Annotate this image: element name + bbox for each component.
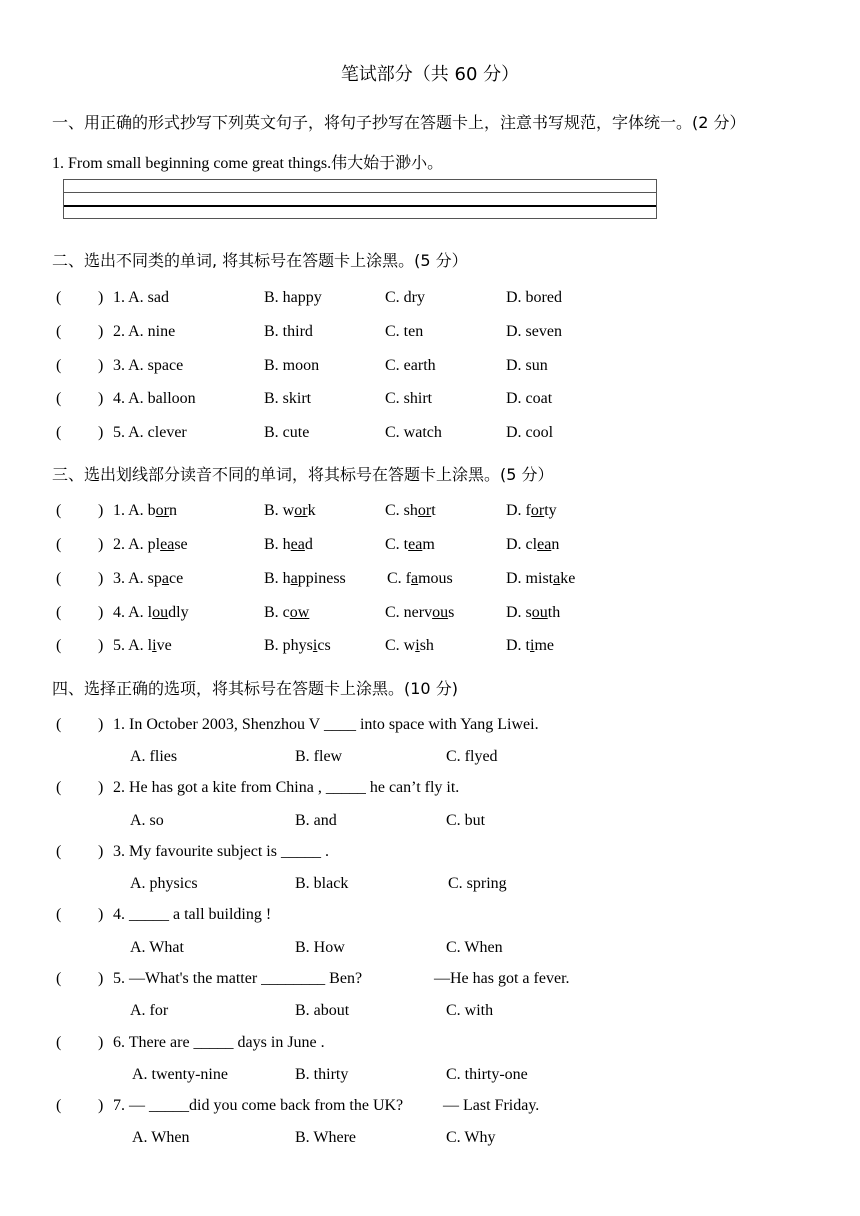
writing-line-2 <box>64 205 656 207</box>
underlined-sound: i <box>530 637 535 654</box>
answer-paren-close: ) <box>98 323 104 340</box>
underlined-sound: a <box>161 570 170 587</box>
option-d: D. mistake <box>506 570 576 587</box>
underlined-sound: or <box>530 502 545 519</box>
answer-paren-open: ( <box>56 906 62 923</box>
option-b: B. thirty <box>295 1066 349 1083</box>
answer-paren-open: ( <box>56 843 62 860</box>
section3-heading: 三、选出划线部分读音不同的单词，将其标号在答题卡上涂黑。(5 分） <box>52 465 554 484</box>
answer-paren-open: ( <box>56 323 62 340</box>
underlined-sound: i <box>415 637 420 654</box>
answer-paren-close: ) <box>98 906 104 923</box>
answer-paren-open: ( <box>56 357 62 374</box>
answer-paren-open: ( <box>56 390 62 407</box>
answer-paren-close: ) <box>98 843 104 860</box>
option-b: B. skirt <box>264 390 312 407</box>
option-c: C. flyed <box>446 748 498 765</box>
underlined-sound: ea <box>537 536 552 553</box>
option-c: C. with <box>446 1002 494 1019</box>
option-b: B. physics <box>264 637 331 654</box>
answer-paren-open: ( <box>56 536 62 553</box>
answer-paren-open: ( <box>56 502 62 519</box>
underlined-sound: a <box>411 570 419 587</box>
option-b: B. How <box>295 939 345 956</box>
underlined-sound: ea <box>160 536 175 553</box>
option-d: D. sun <box>506 357 548 374</box>
answer-paren-open: ( <box>56 970 62 987</box>
option-c: C. dry <box>385 289 425 306</box>
answer-paren-close: ) <box>98 570 104 587</box>
answer-paren-close: ) <box>98 357 104 374</box>
answer-paren-close: ) <box>98 637 104 654</box>
option-a: 4. A. loudly <box>113 604 189 621</box>
answer-paren-close: ) <box>98 289 104 306</box>
answer-paren-open: ( <box>56 424 62 441</box>
option-c: C. shirt <box>385 390 433 407</box>
option-b: B. cute <box>264 424 310 441</box>
option-c: C. earth <box>385 357 436 374</box>
option-a: 5. A. clever <box>113 424 187 441</box>
underlined-sound: ow <box>289 604 310 621</box>
option-b: B. cow <box>264 604 310 621</box>
underlined-sound: a <box>290 570 298 587</box>
section2-heading: 二、选出不同类的单词, 将其标号在答题卡上涂黑。(5 分） <box>52 251 468 270</box>
option-b: B. about <box>295 1002 350 1019</box>
option-b: B. and <box>295 812 337 829</box>
option-b: B. Where <box>295 1129 357 1146</box>
option-c: C. nervous <box>385 604 455 621</box>
option-c: C. ten <box>385 323 424 340</box>
question-response: —He has got a fever. <box>434 970 570 987</box>
option-a: A. physics <box>130 875 198 892</box>
underlined-sound: i <box>312 637 318 654</box>
option-a: 1. A. sad <box>113 289 169 306</box>
answer-paren-close: ) <box>98 536 104 553</box>
option-a: 2. A. please <box>113 536 188 553</box>
option-c: C. short <box>385 502 436 519</box>
option-a: A. flies <box>130 748 178 765</box>
question-text: 4. _____ a tall building ! <box>113 906 272 923</box>
answer-paren-close: ) <box>98 604 104 621</box>
answer-paren-close: ) <box>98 390 104 407</box>
copy-sentence: 1. From small beginning come great things.伟大始于渺小。 <box>52 155 444 172</box>
underlined-sound: a <box>553 570 561 587</box>
option-b: B. happiness <box>264 570 346 587</box>
option-a: 2. A. nine <box>113 323 176 340</box>
option-b: B. happy <box>264 289 322 306</box>
question-text: 6. There are _____ days in June . <box>113 1034 325 1051</box>
underlined-sound: or <box>417 502 432 519</box>
option-a: A. so <box>130 812 164 829</box>
answer-paren-open: ( <box>56 1034 62 1051</box>
option-b: B. third <box>264 323 313 340</box>
option-c: C. When <box>446 939 503 956</box>
section4-heading: 四、选择正确的选项，将其标号在答题卡上涂黑。(10 分) <box>52 679 458 698</box>
writing-lines <box>63 179 657 219</box>
underlined-sound: ou <box>531 604 548 621</box>
answer-paren-open: ( <box>56 779 62 796</box>
option-a: 4. A. balloon <box>113 390 196 407</box>
option-c: C. famous <box>387 570 453 587</box>
underlined-sound: ou <box>432 604 449 621</box>
option-d: D. seven <box>506 323 562 340</box>
underlined-sound: ou <box>152 604 169 621</box>
option-b: B. head <box>264 536 313 553</box>
answer-paren-open: ( <box>56 570 62 587</box>
writing-line-1 <box>64 192 656 193</box>
option-a: 1. A. born <box>113 502 177 519</box>
option-c: C. thirty-one <box>446 1066 528 1083</box>
option-c: C. wish <box>385 637 434 654</box>
option-d: D. forty <box>506 502 557 519</box>
underlined-sound: i <box>152 637 157 654</box>
option-d: D. bored <box>506 289 562 306</box>
answer-paren-open: ( <box>56 604 62 621</box>
option-c: C. spring <box>448 875 507 892</box>
underlined-sound: ea <box>290 536 305 553</box>
question-response: — Last Friday. <box>443 1097 540 1114</box>
option-a: A. twenty-nine <box>132 1066 228 1083</box>
option-b: B. black <box>295 875 349 892</box>
underlined-sound: ea <box>408 536 423 553</box>
option-d: D. clean <box>506 536 560 553</box>
option-d: D. coat <box>506 390 553 407</box>
option-a: A. What <box>130 939 184 956</box>
answer-paren-open: ( <box>56 716 62 733</box>
option-a: 3. A. space <box>113 357 184 374</box>
answer-paren-close: ) <box>98 1097 104 1114</box>
option-a: A. for <box>130 1002 169 1019</box>
option-d: D. cool <box>506 424 554 441</box>
answer-paren-open: ( <box>56 637 62 654</box>
question-text: 3. My favourite subject is _____ . <box>113 843 329 860</box>
answer-paren-close: ) <box>98 424 104 441</box>
answer-paren-close: ) <box>98 716 104 733</box>
option-b: B. work <box>264 502 316 519</box>
question-text: 5. —What's the matter ________ Ben? <box>113 970 363 987</box>
answer-paren-open: ( <box>56 289 62 306</box>
underlined-sound: or <box>294 502 308 519</box>
question-text: 7. — _____did you come back from the UK? <box>113 1097 404 1114</box>
answer-paren-close: ) <box>98 970 104 987</box>
answer-paren-close: ) <box>98 779 104 796</box>
underlined-sound: or <box>155 502 169 519</box>
option-c: C. Why <box>446 1129 496 1146</box>
option-d: D. south <box>506 604 561 621</box>
question-text: 1. In October 2003, Shenzhou V ____ into space with Yang Liwei. <box>113 716 539 733</box>
page-title: 笔试部分（共 60 分） <box>340 64 520 85</box>
option-a: 3. A. space <box>113 570 184 587</box>
option-a: A. When <box>132 1129 190 1146</box>
option-b: B. flew <box>295 748 343 765</box>
option-c: C. watch <box>385 424 442 441</box>
option-a: 5. A. live <box>113 637 172 654</box>
option-d: D. time <box>506 637 554 654</box>
section1-heading: 一、用正确的形式抄写下列英文句子，将句子抄写在答题卡上，注意书写规范，字体统一。(2 分） <box>52 113 746 132</box>
option-c: C. but <box>446 812 486 829</box>
option-b: B. moon <box>264 357 320 374</box>
option-c: C. team <box>385 536 435 553</box>
answer-paren-open: ( <box>56 1097 62 1114</box>
answer-paren-close: ) <box>98 502 104 519</box>
answer-paren-close: ) <box>98 1034 104 1051</box>
question-text: 2. He has got a kite from China , _____ he can’t fly it. <box>113 779 460 796</box>
